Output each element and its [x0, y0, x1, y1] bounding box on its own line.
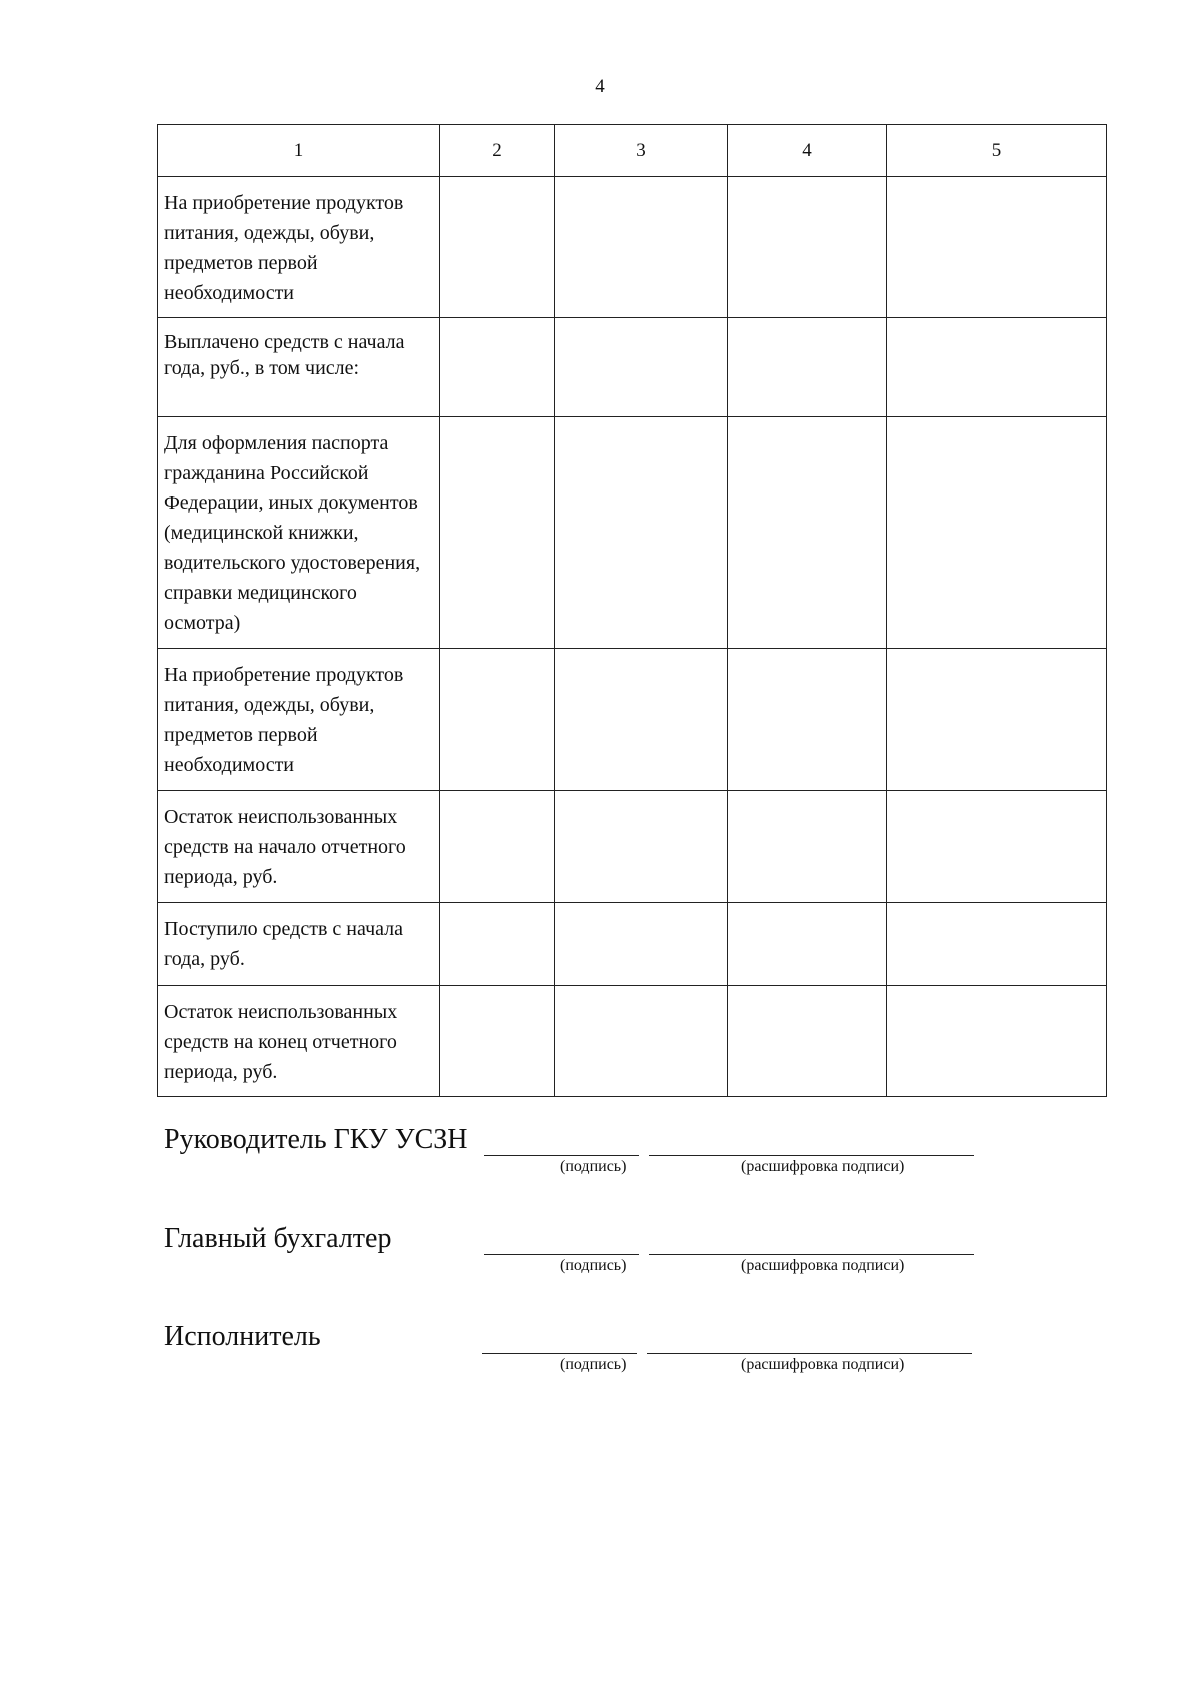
empty-cell [440, 417, 555, 649]
column-header-2: 2 [440, 125, 555, 177]
empty-cell [728, 417, 887, 649]
empty-cell [440, 903, 555, 986]
signature-line[interactable] [482, 1353, 637, 1354]
empty-cell [887, 791, 1107, 903]
signature-caption: (подпись) [560, 1158, 627, 1175]
decryption-line[interactable] [647, 1353, 972, 1354]
empty-cell [555, 986, 728, 1097]
empty-cell [440, 649, 555, 791]
row-label: Поступило средств с начала года, руб. [158, 903, 440, 986]
row-label: Остаток неиспользованных средств на конец отчетного периода, руб. [158, 986, 440, 1097]
row-label: На приобретение продуктов питания, одежды, обуви, предметов первой необходимости [158, 649, 440, 791]
signature-caption: (подпись) [560, 1257, 627, 1274]
column-header-3: 3 [555, 125, 728, 177]
empty-cell [728, 986, 887, 1097]
empty-cell [555, 649, 728, 791]
signature-title: Руководитель ГКУ УСЗН [164, 1124, 468, 1155]
empty-cell [555, 903, 728, 986]
signature-block-executor [164, 1321, 1004, 1381]
row-label: Остаток неиспользованных средств на начало отчетного периода, руб. [158, 791, 440, 903]
column-header-5: 5 [887, 125, 1107, 177]
table-row [158, 903, 1107, 986]
empty-cell [440, 177, 555, 318]
table-row [158, 649, 1107, 791]
empty-cell [887, 903, 1107, 986]
page-number: 4 [595, 76, 605, 97]
report-table [157, 124, 1107, 1097]
empty-cell [440, 791, 555, 903]
empty-cell [555, 177, 728, 318]
decryption-line[interactable] [649, 1155, 974, 1156]
empty-cell [440, 986, 555, 1097]
empty-cell [887, 986, 1107, 1097]
empty-cell [555, 318, 728, 417]
empty-cell [728, 177, 887, 318]
empty-cell [728, 903, 887, 986]
decryption-line[interactable] [649, 1254, 974, 1255]
signature-block-accountant [164, 1223, 1004, 1283]
signature-line[interactable] [484, 1254, 639, 1255]
row-label: На приобретение продуктов питания, одежды, обуви, предметов первой необходимости [158, 177, 440, 318]
empty-cell [728, 791, 887, 903]
empty-cell [440, 318, 555, 417]
column-header-1: 1 [158, 125, 440, 177]
decryption-caption: (расшифровка подписи) [741, 1257, 905, 1274]
decryption-caption: (расшифровка подписи) [741, 1158, 905, 1175]
empty-cell [728, 318, 887, 417]
signature-title: Исполнитель [164, 1321, 321, 1352]
signature-title: Главный бухгалтер [164, 1223, 392, 1254]
decryption-caption: (расшифровка подписи) [741, 1356, 905, 1373]
empty-cell [555, 417, 728, 649]
signature-block-head [164, 1124, 1004, 1184]
table-row [158, 318, 1107, 417]
signature-line[interactable] [484, 1155, 639, 1156]
table-row [158, 791, 1107, 903]
header-row [158, 125, 1107, 177]
empty-cell [887, 649, 1107, 791]
signature-caption: (подпись) [560, 1356, 627, 1373]
table-row [158, 417, 1107, 649]
empty-cell [887, 177, 1107, 318]
table-row [158, 177, 1107, 318]
empty-cell [887, 318, 1107, 417]
row-label: Для оформления паспорта гражданина Российской Федерации, иных документов (медицинской книжки, водительского удостоверения, справки медицинского осмотра) [158, 417, 440, 649]
empty-cell [728, 649, 887, 791]
table-row [158, 986, 1107, 1097]
empty-cell [887, 417, 1107, 649]
empty-cell [555, 791, 728, 903]
column-header-4: 4 [728, 125, 887, 177]
row-label: Выплачено средств с начала года, руб., в том числе: [158, 318, 440, 417]
